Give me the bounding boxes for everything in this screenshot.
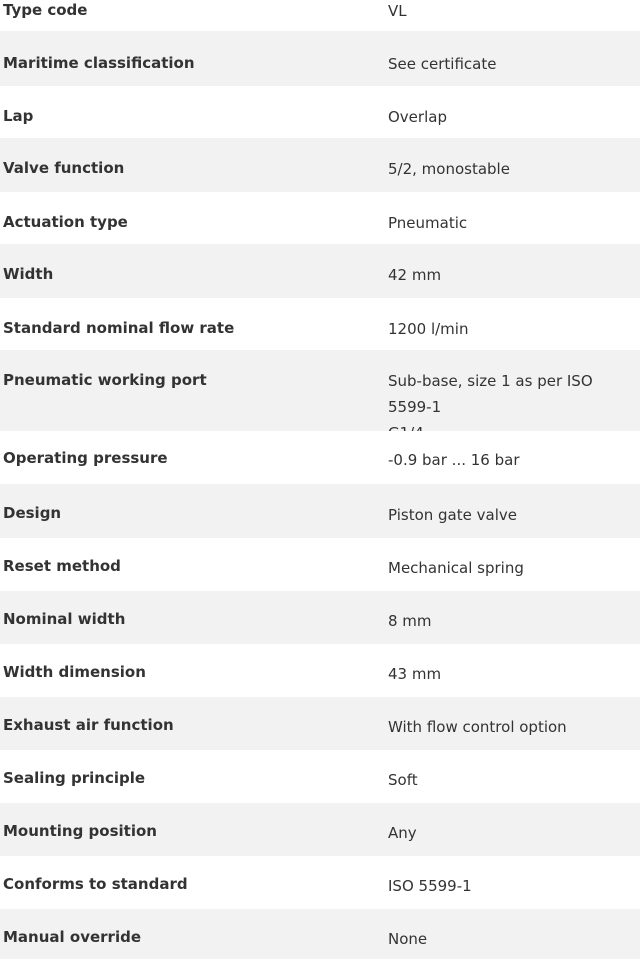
table-row (0, 484, 640, 538)
row-label: Valve function (3, 159, 125, 177)
row-value: 5/2, monostable (388, 160, 510, 178)
table-row (0, 538, 640, 591)
table-row (0, 591, 640, 644)
row-value: Mechanical spring (388, 559, 524, 577)
table-row (0, 856, 640, 909)
row-label: Conforms to standard (3, 875, 188, 893)
row-value: -0.9 bar ... 16 bar (388, 451, 520, 469)
row-label: Sealing principle (3, 769, 146, 787)
row-label: Type code (3, 1, 88, 19)
row-label: Actuation type (3, 213, 128, 231)
row-value: With flow control option (388, 718, 567, 736)
table-row (0, 350, 640, 431)
row-value: None (388, 930, 428, 948)
table-row (0, 86, 640, 138)
table-row (0, 803, 640, 856)
row-value: Piston gate valve (388, 506, 517, 524)
row-label: Nominal width (3, 610, 126, 628)
table-row (0, 298, 640, 350)
row-value: 42 mm (388, 266, 442, 284)
table-row (0, 138, 640, 192)
row-label: Width dimension (3, 663, 146, 681)
row-label: Standard nominal flow rate (3, 319, 235, 337)
row-label: Exhaust air function (3, 716, 174, 734)
row-value: 43 mm (388, 665, 442, 683)
row-value: VL (388, 2, 407, 20)
row-value: See certificate (388, 55, 497, 73)
row-label: Design (3, 504, 62, 522)
table-row (0, 750, 640, 803)
table-row (0, 431, 640, 484)
row-label: Width (3, 265, 54, 283)
row-label: Pneumatic working port (3, 371, 207, 389)
table-row (0, 909, 640, 959)
table-row (0, 31, 640, 86)
row-value: Sub-base, size 1 as per ISO 5599-1 (388, 372, 593, 416)
table-row (0, 244, 640, 298)
table-row (0, 0, 640, 31)
table-row (0, 697, 640, 750)
row-label: Manual override (3, 928, 141, 946)
row-label: Reset method (3, 557, 121, 575)
row-value: 8 mm (388, 612, 432, 630)
row-value: Any (388, 824, 417, 842)
row-label: Mounting position (3, 822, 157, 840)
row-label: Operating pressure (3, 449, 168, 467)
row-value: Overlap (388, 108, 447, 126)
table-row (0, 192, 640, 244)
table-row (0, 644, 640, 697)
row-value: Soft (388, 771, 418, 789)
row-label: Lap (3, 107, 34, 125)
row-label: Maritime classification (3, 54, 195, 72)
row-value: Pneumatic (388, 214, 468, 232)
row-value: ISO 5599-1 (388, 877, 472, 895)
row-value: 1200 l/min (388, 320, 469, 338)
